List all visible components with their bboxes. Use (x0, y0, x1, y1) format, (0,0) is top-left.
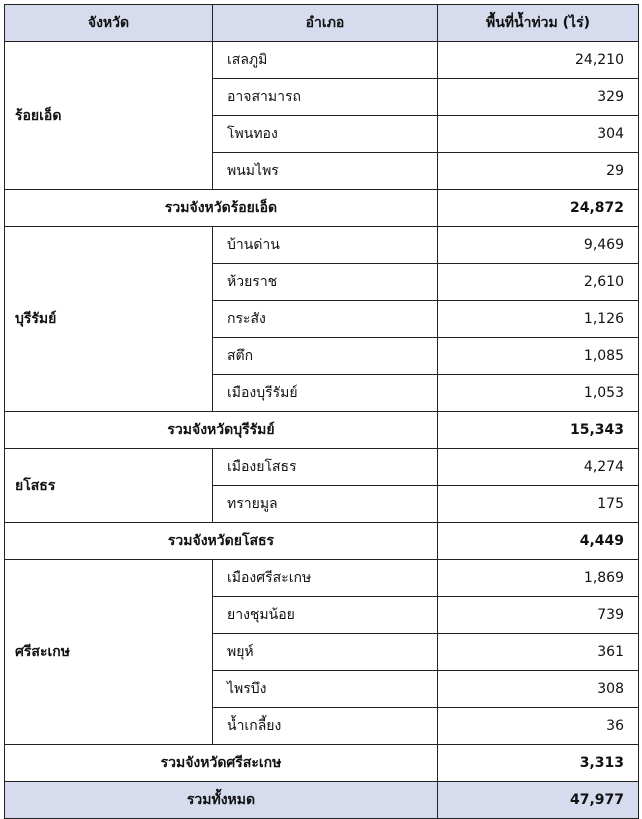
header-flood-area: พื้นที่น้ำท่วม (ไร่) (438, 5, 639, 42)
flood-area-cell: 739 (438, 597, 639, 634)
grand-total-value: 47,977 (438, 782, 639, 819)
district-cell: เมืองยโสธร (213, 449, 438, 486)
subtotal-label: รวมจังหวัดร้อยเอ็ด (5, 190, 438, 227)
subtotal-value: 3,313 (438, 745, 639, 782)
district-cell: น้ำเกลี้ยง (213, 708, 438, 745)
subtotal-label: รวมจังหวัดบุรีรัมย์ (5, 412, 438, 449)
flood-area-cell: 1,126 (438, 301, 639, 338)
table-row (5, 449, 639, 486)
subtotal-label: รวมจังหวัดศรีสะเกษ (5, 745, 438, 782)
district-cell: โพนทอง (213, 116, 438, 153)
district-cell: สตึก (213, 338, 438, 375)
flood-area-cell: 36 (438, 708, 639, 745)
grand-total-label: รวมทั้งหมด (5, 782, 438, 819)
subtotal-row (5, 190, 639, 227)
flood-area-cell: 329 (438, 79, 639, 116)
subtotal-value: 15,343 (438, 412, 639, 449)
district-cell: พยุห์ (213, 634, 438, 671)
table-row (5, 560, 639, 597)
district-cell: ทรายมูล (213, 486, 438, 523)
flood-area-cell: 1,869 (438, 560, 639, 597)
subtotal-value: 24,872 (438, 190, 639, 227)
header-row (5, 5, 639, 42)
flood-area-cell: 4,274 (438, 449, 639, 486)
subtotal-value: 4,449 (438, 523, 639, 560)
district-cell: ห้วยราช (213, 264, 438, 301)
table-row (5, 42, 639, 79)
flood-area-cell: 304 (438, 116, 639, 153)
flood-area-cell: 24,210 (438, 42, 639, 79)
province-cell: ศรีสะเกษ (5, 560, 213, 745)
subtotal-row (5, 412, 639, 449)
province-cell: ยโสธร (5, 449, 213, 523)
flood-area-cell: 308 (438, 671, 639, 708)
flood-area-cell: 361 (438, 634, 639, 671)
district-cell: กระสัง (213, 301, 438, 338)
table-body (5, 42, 639, 819)
header-district: อำเภอ (213, 5, 438, 42)
flood-area-cell: 29 (438, 153, 639, 190)
grand-total-row (5, 782, 639, 819)
flood-area-cell: 175 (438, 486, 639, 523)
header-province: จังหวัด (5, 5, 213, 42)
province-cell: บุรีรัมย์ (5, 227, 213, 412)
district-cell: พนมไพร (213, 153, 438, 190)
flood-area-cell: 1,053 (438, 375, 639, 412)
subtotal-label: รวมจังหวัดยโสธร (5, 523, 438, 560)
table-row (5, 227, 639, 264)
district-cell: อาจสามารถ (213, 79, 438, 116)
district-cell: ไพรบึง (213, 671, 438, 708)
district-cell: เมืองศรีสะเกษ (213, 560, 438, 597)
subtotal-row (5, 523, 639, 560)
flood-area-cell: 1,085 (438, 338, 639, 375)
flood-area-cell: 9,469 (438, 227, 639, 264)
subtotal-row (5, 745, 639, 782)
district-cell: บ้านด่าน (213, 227, 438, 264)
district-cell: ยางชุมน้อย (213, 597, 438, 634)
district-cell: เสลภูมิ (213, 42, 438, 79)
province-cell: ร้อยเอ็ด (5, 42, 213, 190)
district-cell: เมืองบุรีรัมย์ (213, 375, 438, 412)
flood-area-table (4, 4, 639, 819)
flood-area-cell: 2,610 (438, 264, 639, 301)
